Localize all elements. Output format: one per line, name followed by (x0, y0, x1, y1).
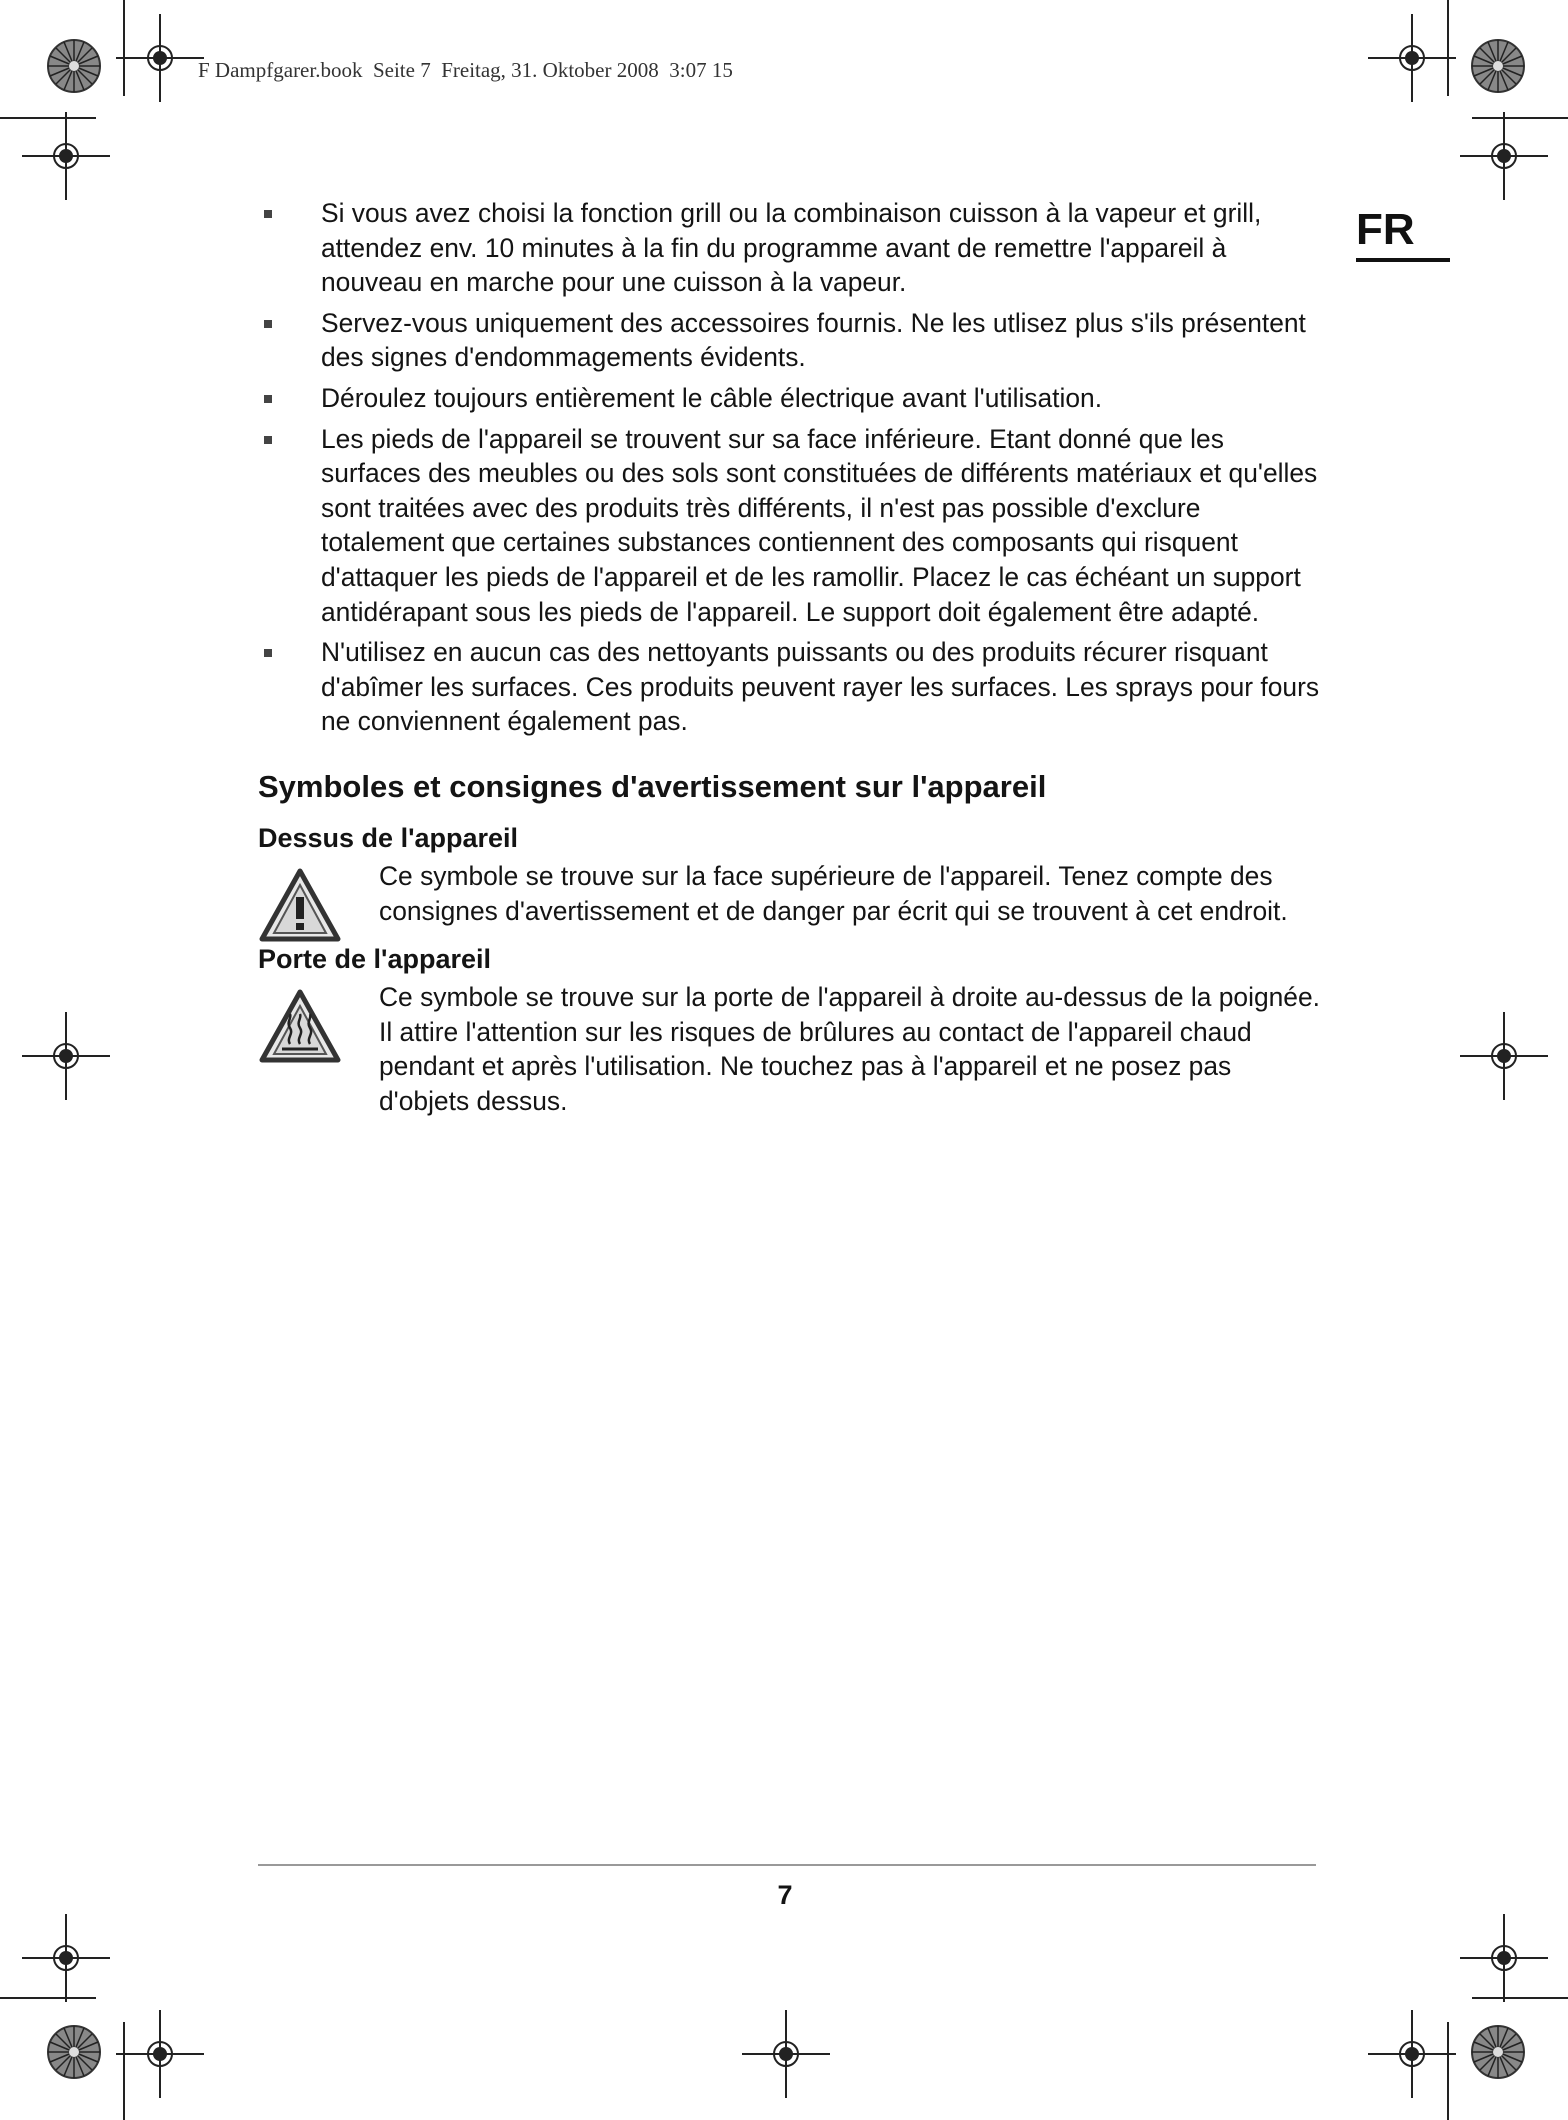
section-title: Symboles et consignes d'avertissement sur l'appareil (258, 768, 1047, 804)
bullet-square-icon (264, 649, 272, 657)
footer-divider (258, 1864, 1316, 1866)
symbol-block-door (258, 980, 1328, 1118)
hot-surface-warning-icon (258, 988, 342, 1064)
symbol-block-top (258, 859, 1328, 928)
page-number: 7 (777, 1880, 793, 1910)
list-item: Les pieds de l'appareil se trouvent sur sa face inférieure. Etant donné que les surfaces des meubles ou des sols sont constituées de différents matériaux et qu'elles sont traitées avec des produits très différents, il n'est pas possible d'exclure totalement que certaines substances contiennent des composants qui risquent d'attaquer les pieds de l'appareil et de les ramollir. Placez le cas échéant un support antidérapant sous les pieds de l'appareil. Le support doit également être adapté. (258, 422, 1328, 630)
bullet-square-icon (264, 395, 272, 403)
list-item: Déroulez toujours entièrement le câble électrique avant l'utilisation. (258, 381, 1328, 416)
bullet-square-icon (264, 436, 272, 444)
list-item: Servez-vous uniquement des accessoires fournis. Ne les utlisez plus s'ils présentent des signes d'endommagements évidents. (258, 306, 1328, 375)
subsection-title-door: Porte de l'appareil (258, 944, 491, 975)
bullet-square-icon (264, 210, 272, 218)
print-header: F Dampfgarer.book Seite 7 Freitag, 31. Oktober 2008 3:07 15 (198, 58, 733, 82)
list-item: Si vous avez choisi la fonction grill ou la combinaison cuisson à la vapeur et grill, attendez env. 10 minutes à la fin du programme avant de remettre l'appareil à nouveau en marche pour une cuisson à la vapeur. (258, 196, 1328, 300)
list-item: N'utilisez en aucun cas des nettoyants puissants ou des produits récurer risquant d'abîmer les surfaces. Ces produits peuvent rayer les surfaces. Les sprays pour fours ne conviennent également pas. (258, 635, 1328, 739)
language-tab: FR (1356, 202, 1450, 262)
subsection-title-top: Dessus de l'appareil (258, 822, 519, 853)
symbol-description-door: Ce symbole se trouve sur la porte de l'appareil à droite au-dessus de la poignée. Il attire l'attention sur les risques de brûlures au contact de l'appareil chaud pendant et après l'utilisation. Ne touchez pas à l'appareil et ne posez pas d'objets dessus. (379, 982, 1320, 1116)
safety-bullet-list (258, 196, 1328, 739)
warning-exclamation-icon (258, 867, 342, 943)
symbol-description-top: Ce symbole se trouve sur la face supérieure de l'appareil. Tenez compte des consignes d'avertissement et de danger par écrit qui se trouvent à cet endroit. (379, 860, 1288, 926)
bullet-square-icon (264, 320, 272, 328)
main-content (258, 196, 1328, 1118)
